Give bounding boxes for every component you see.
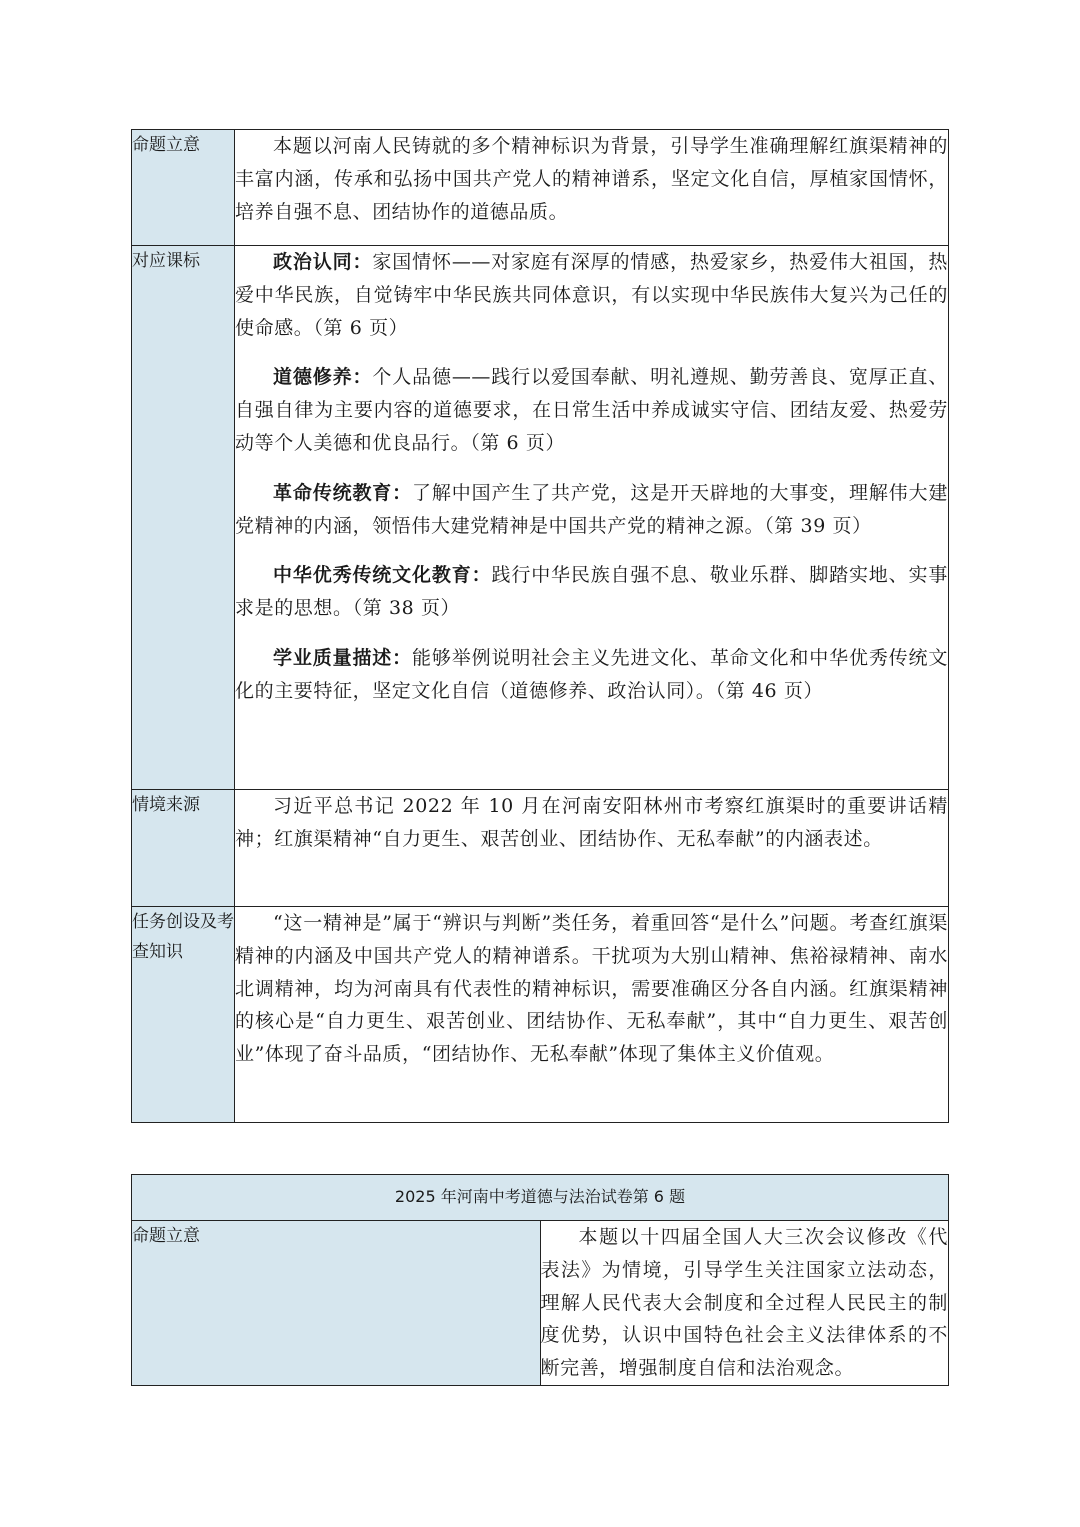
table-row: [132, 907, 949, 1123]
paragraph: 学业质量描述：能够举例说明社会主义先进文化、革命文化和中华优秀传统文化的主要特征，坚定文化自信（道德修养、政治认同）。（第 46 页）: [235, 646, 949, 702]
row-label: 命题立意: [132, 130, 235, 246]
analysis-table-2: [131, 1174, 949, 1386]
row-content: [235, 907, 949, 1123]
paragraph-heading: 政治认同：: [273, 251, 373, 273]
paragraph: 政治认同：家国情怀——对家庭有深厚的情感，热爱家乡，热爱伟大祖国，热爱中华民族，自觉铸牢中华民族共同体意识，有以实现中华民族伟大复兴为己任的使命感。（第 6 页）: [235, 251, 948, 339]
paragraph: “这一精神是”属于“辨识与判断”类任务，着重回答“是什么”问题。考查红旗渠精神的内涵及中国共产党人的精神谱系。干扰项为大别山精神、焦裕禄精神、南水北调精神，均为河南具有代表性的精神标识，需要准确区分各自内涵。红旗渠精神的核心是“自力更生、艰苦创业、团结协作、无私奉献”，其中“自力更生、艰苦创业”体现了奋斗品质，“团结协作、无私奉献”体现了集体主义价值观。: [235, 912, 948, 1066]
analysis-table-1: [131, 129, 949, 1123]
paragraph-heading: 革命传统教育：: [273, 481, 413, 504]
row-label: 对应课标: [132, 246, 235, 790]
paragraph: 革命传统教育：了解中国产生了共产党，这是开天辟地的大事变，理解伟大建党精神的内涵，领悟伟大建党精神是中国共产党的精神之源。（第 39 页）: [235, 481, 949, 537]
table-row: [132, 1221, 949, 1386]
table-row: [132, 130, 949, 246]
table-row: [132, 246, 949, 790]
paragraph: 本题以十四届全国人大三次会议修改《代表法》为情境，引导学生关注国家立法动态，理解人民代表大会制度和全过程人民民主的制度优势，认识中国特色社会主义法律体系的不断完善，增强制度自信和法治观念。: [540, 1226, 948, 1380]
paragraph-heading: 中华优秀传统文化教育：: [273, 564, 492, 587]
paragraph: 习近平总书记 2022 年 10 月在河南安阳林州市考察红旗渠时的重要讲话精神；红旗渠精神“自力更生、艰苦创业、团结协作、无私奉献”的内涵表述。: [235, 795, 948, 850]
paragraph: 道德修养：个人品德——践行以爱国奉献、明礼遵规、勤劳善良、宽厚正直、自强自律为主要内容的道德要求，在日常生活中养成诚实守信、团结友爱、热爱劳动等个人美德和优良品行。（第 6 页）: [235, 366, 948, 454]
table-row: [132, 790, 949, 907]
paragraph: 中华优秀传统文化教育：践行中华民族自强不息、敬业乐群、脚踏实地、实事求是的思想。（第 38 页）: [235, 564, 948, 620]
row-content: [235, 790, 949, 907]
row-label: 命题立意: [132, 1221, 541, 1386]
table-header-row: [132, 1175, 949, 1221]
paragraph: 本题以河南人民铸就的多个精神标识为背景，引导学生准确理解红旗渠精神的丰富内涵，传承和弘扬中国共产党人的精神谱系，坚定文化自信，厚植家国情怀，培养自强不息、团结协作的道德品质。: [235, 135, 948, 223]
row-content: [540, 1221, 949, 1386]
paragraph-heading: 学业质量描述：: [273, 646, 413, 669]
table-title: 2025 年河南中考道德与法治试卷第 6 题: [132, 1175, 949, 1221]
row-content: [235, 246, 949, 790]
row-content: [235, 130, 949, 246]
row-label: 任务创设及考查知识: [132, 907, 235, 1123]
row-label: 情境来源: [132, 790, 235, 907]
paragraph-heading: 道德修养：: [273, 366, 373, 389]
